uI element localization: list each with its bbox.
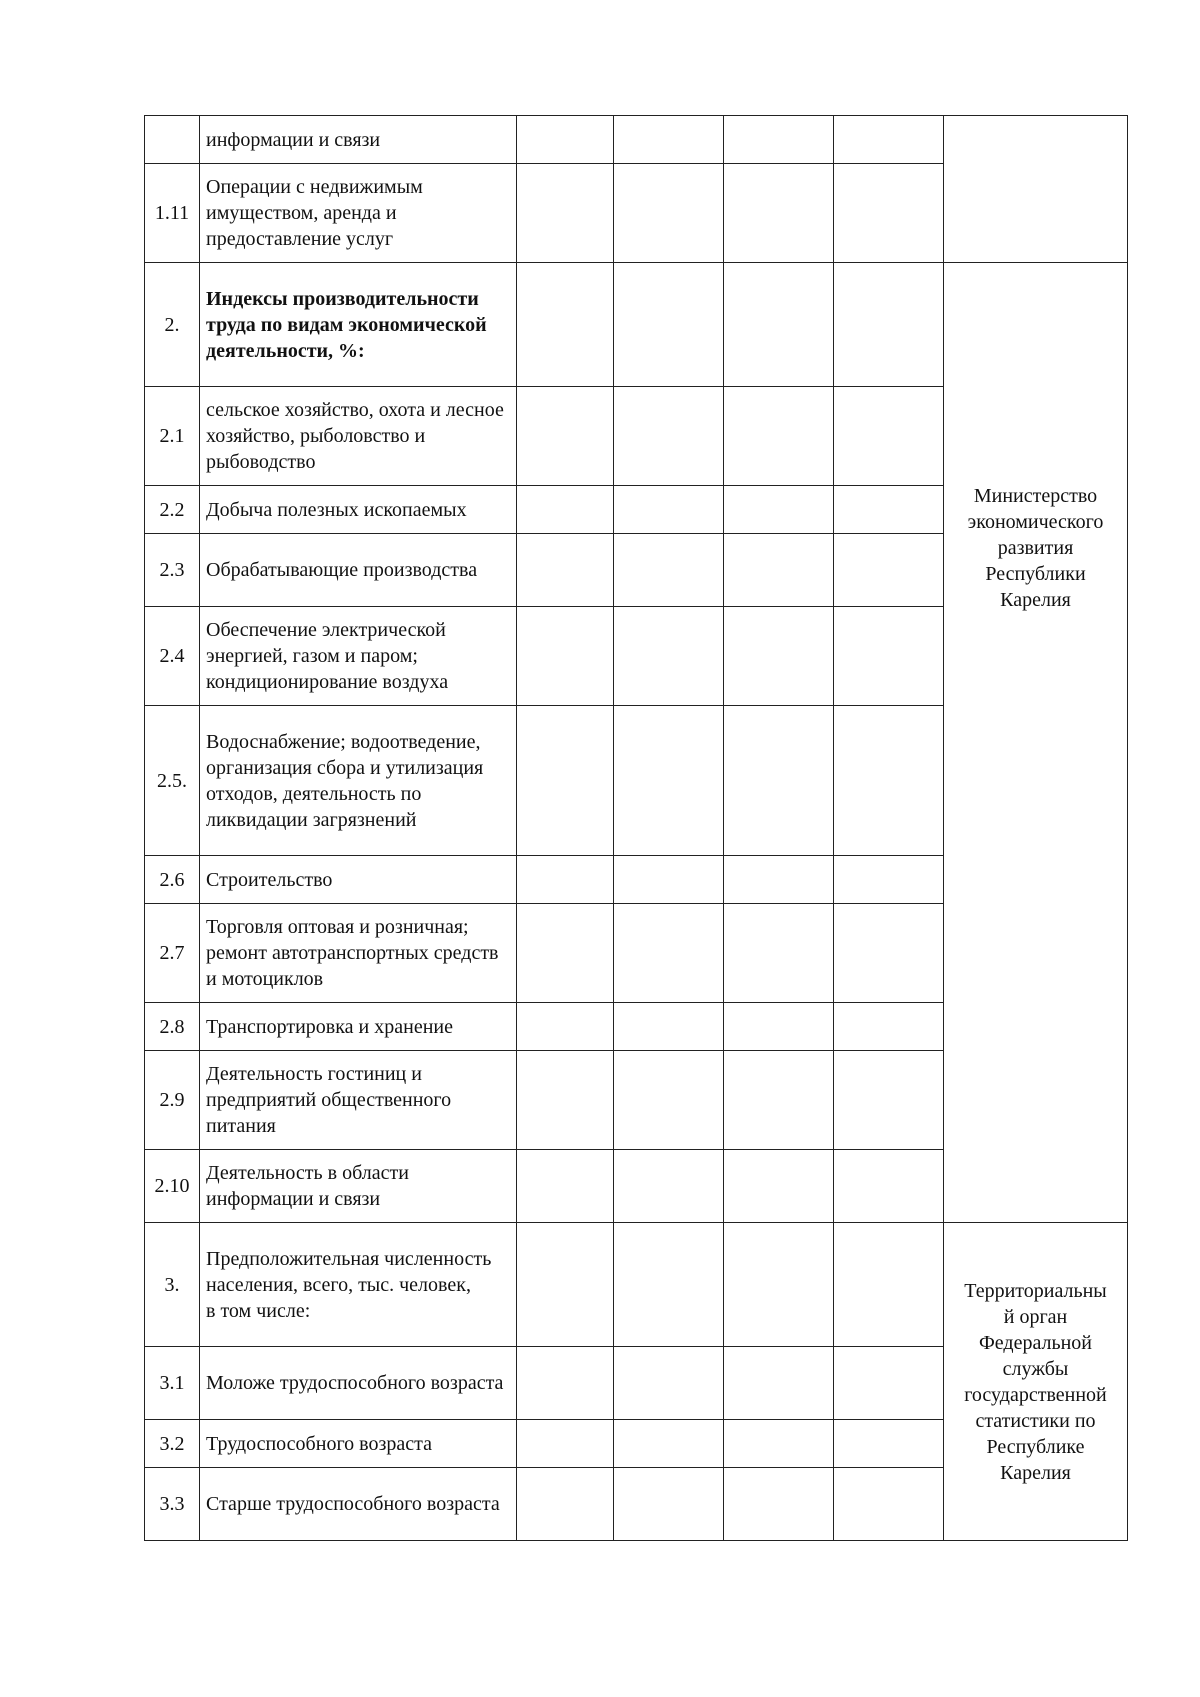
indicator-name: информации и связи [200, 116, 517, 164]
indicator-name: Строительство [200, 856, 517, 904]
responsible-line: развития [997, 536, 1074, 559]
responsible-line: Карелия [1000, 588, 1071, 611]
row-number: 3.3 [145, 1468, 200, 1541]
indicator-name: сельское хозяйство, охота и лесное хозяйство, рыболовство и рыбоводство [200, 387, 517, 486]
indicator-name: Трудоспособного возраста [200, 1420, 517, 1468]
value-cell [614, 1150, 724, 1223]
row-number: 2.8 [145, 1003, 200, 1051]
indicator-name: Добыча полезных ископаемых [200, 486, 517, 534]
row-number: 2.2 [145, 486, 200, 534]
responsible-line: службы [1002, 1357, 1069, 1380]
value-cell [614, 607, 724, 706]
value-cell [834, 1223, 944, 1347]
value-cell [834, 607, 944, 706]
value-cell [834, 387, 944, 486]
value-cell [724, 1150, 834, 1223]
value-cell [517, 534, 614, 607]
value-cell [834, 1003, 944, 1051]
responsible-line: статистики по [975, 1409, 1096, 1432]
value-cell [834, 1347, 944, 1420]
responsible-line: государственной [964, 1383, 1107, 1406]
value-cell [724, 534, 834, 607]
section-heading: Индексы производительности труда по видам экономической деятельности, %: [200, 263, 517, 387]
value-cell [614, 164, 724, 263]
responsible-line: Карелия [1000, 1461, 1071, 1484]
row-number: 2.1 [145, 387, 200, 486]
value-cell [517, 1051, 614, 1150]
value-cell [614, 263, 724, 387]
indicator-name-subtext: в том числе: [206, 1299, 311, 1322]
value-cell [724, 856, 834, 904]
value-cell [517, 1150, 614, 1223]
indicator-name: Транспортировка и хранение [200, 1003, 517, 1051]
indicator-name-text: Предположительная численность населения, всего, тыс. человек, [206, 1247, 492, 1296]
responsible-line: Территориальны [964, 1279, 1107, 1302]
indicator-name: Деятельность в области информации и связи [200, 1150, 517, 1223]
value-cell [724, 1051, 834, 1150]
value-cell [834, 164, 944, 263]
value-cell [834, 486, 944, 534]
value-cell [834, 904, 944, 1003]
value-cell [614, 1051, 724, 1150]
table-row [145, 263, 1128, 387]
value-cell [834, 1150, 944, 1223]
value-cell [834, 1420, 944, 1468]
row-number: 2.3 [145, 534, 200, 607]
value-cell [834, 1051, 944, 1150]
value-cell [724, 116, 834, 164]
value-cell [614, 1420, 724, 1468]
value-cell [614, 486, 724, 534]
value-cell [517, 116, 614, 164]
value-cell [614, 1003, 724, 1051]
value-cell [724, 1347, 834, 1420]
responsible-line: Министерство [973, 484, 1098, 507]
value-cell [517, 486, 614, 534]
value-cell [724, 1420, 834, 1468]
row-number: 1.11 [145, 164, 200, 263]
value-cell [614, 706, 724, 856]
value-cell [614, 856, 724, 904]
value-cell [724, 1468, 834, 1541]
value-cell [614, 534, 724, 607]
value-cell [834, 534, 944, 607]
row-number: 2.10 [145, 1150, 200, 1223]
row-number: 2.4 [145, 607, 200, 706]
value-cell [517, 263, 614, 387]
responsible-line: Республике [986, 1435, 1085, 1458]
value-cell [724, 607, 834, 706]
row-number: 2.9 [145, 1051, 200, 1150]
value-cell [834, 116, 944, 164]
value-cell [517, 607, 614, 706]
value-cell [517, 904, 614, 1003]
value-cell [724, 263, 834, 387]
value-cell [517, 1347, 614, 1420]
value-cell [834, 856, 944, 904]
value-cell [724, 1003, 834, 1051]
indicator-name: Деятельность гостиниц и предприятий общественного питания [200, 1051, 517, 1150]
value-cell [614, 1223, 724, 1347]
responsible-rosstat [944, 1223, 1128, 1541]
indicator-name: Операции с недвижимым имуществом, аренда и предоставление услуг [200, 164, 517, 263]
value-cell [834, 263, 944, 387]
row-number: 3.1 [145, 1347, 200, 1420]
value-cell [614, 387, 724, 486]
indicator-name: Торговля оптовая и розничная; ремонт автотранспортных средств и мотоциклов [200, 904, 517, 1003]
value-cell [834, 706, 944, 856]
indicator-name [200, 1223, 517, 1347]
row-number: 2.5. [145, 706, 200, 856]
value-cell [517, 1468, 614, 1541]
responsible-line: Федеральной [978, 1331, 1093, 1354]
value-cell [517, 164, 614, 263]
value-cell [614, 116, 724, 164]
row-number: 2. [145, 263, 200, 387]
value-cell [517, 1223, 614, 1347]
value-cell [724, 706, 834, 856]
value-cell [517, 1420, 614, 1468]
row-number: 2.7 [145, 904, 200, 1003]
value-cell [517, 856, 614, 904]
row-number [145, 116, 200, 164]
responsible-line: Республики [985, 562, 1086, 585]
value-cell [614, 904, 724, 1003]
indicator-name: Старше трудоспособного возраста [200, 1468, 517, 1541]
table-row [145, 116, 1128, 164]
row-number: 2.6 [145, 856, 200, 904]
value-cell [517, 1003, 614, 1051]
indicator-name: Обеспечение электрической энергией, газом и паром; кондиционирование воздуха [200, 607, 517, 706]
value-cell [614, 1347, 724, 1420]
row-number: 3. [145, 1223, 200, 1347]
indicator-name: Водоснабжение; водоотведение, организация сбора и утилизация отходов, деятельность по ликвидации загрязнений [200, 706, 517, 856]
value-cell [834, 1468, 944, 1541]
responsible-line: экономического [967, 510, 1104, 533]
value-cell [724, 164, 834, 263]
row-number: 3.2 [145, 1420, 200, 1468]
indicator-name: Обрабатывающие производства [200, 534, 517, 607]
value-cell [724, 1223, 834, 1347]
responsible-line: й орган [1003, 1305, 1068, 1328]
value-cell [517, 706, 614, 856]
indicators-table [144, 115, 1128, 1541]
table-row [145, 1223, 1128, 1347]
value-cell [724, 387, 834, 486]
value-cell [724, 904, 834, 1003]
value-cell [614, 1468, 724, 1541]
responsible-cell-empty [944, 116, 1128, 263]
value-cell [724, 486, 834, 534]
responsible-ministry [944, 263, 1128, 1223]
value-cell [517, 387, 614, 486]
indicator-name: Моложе трудоспособного возраста [200, 1347, 517, 1420]
